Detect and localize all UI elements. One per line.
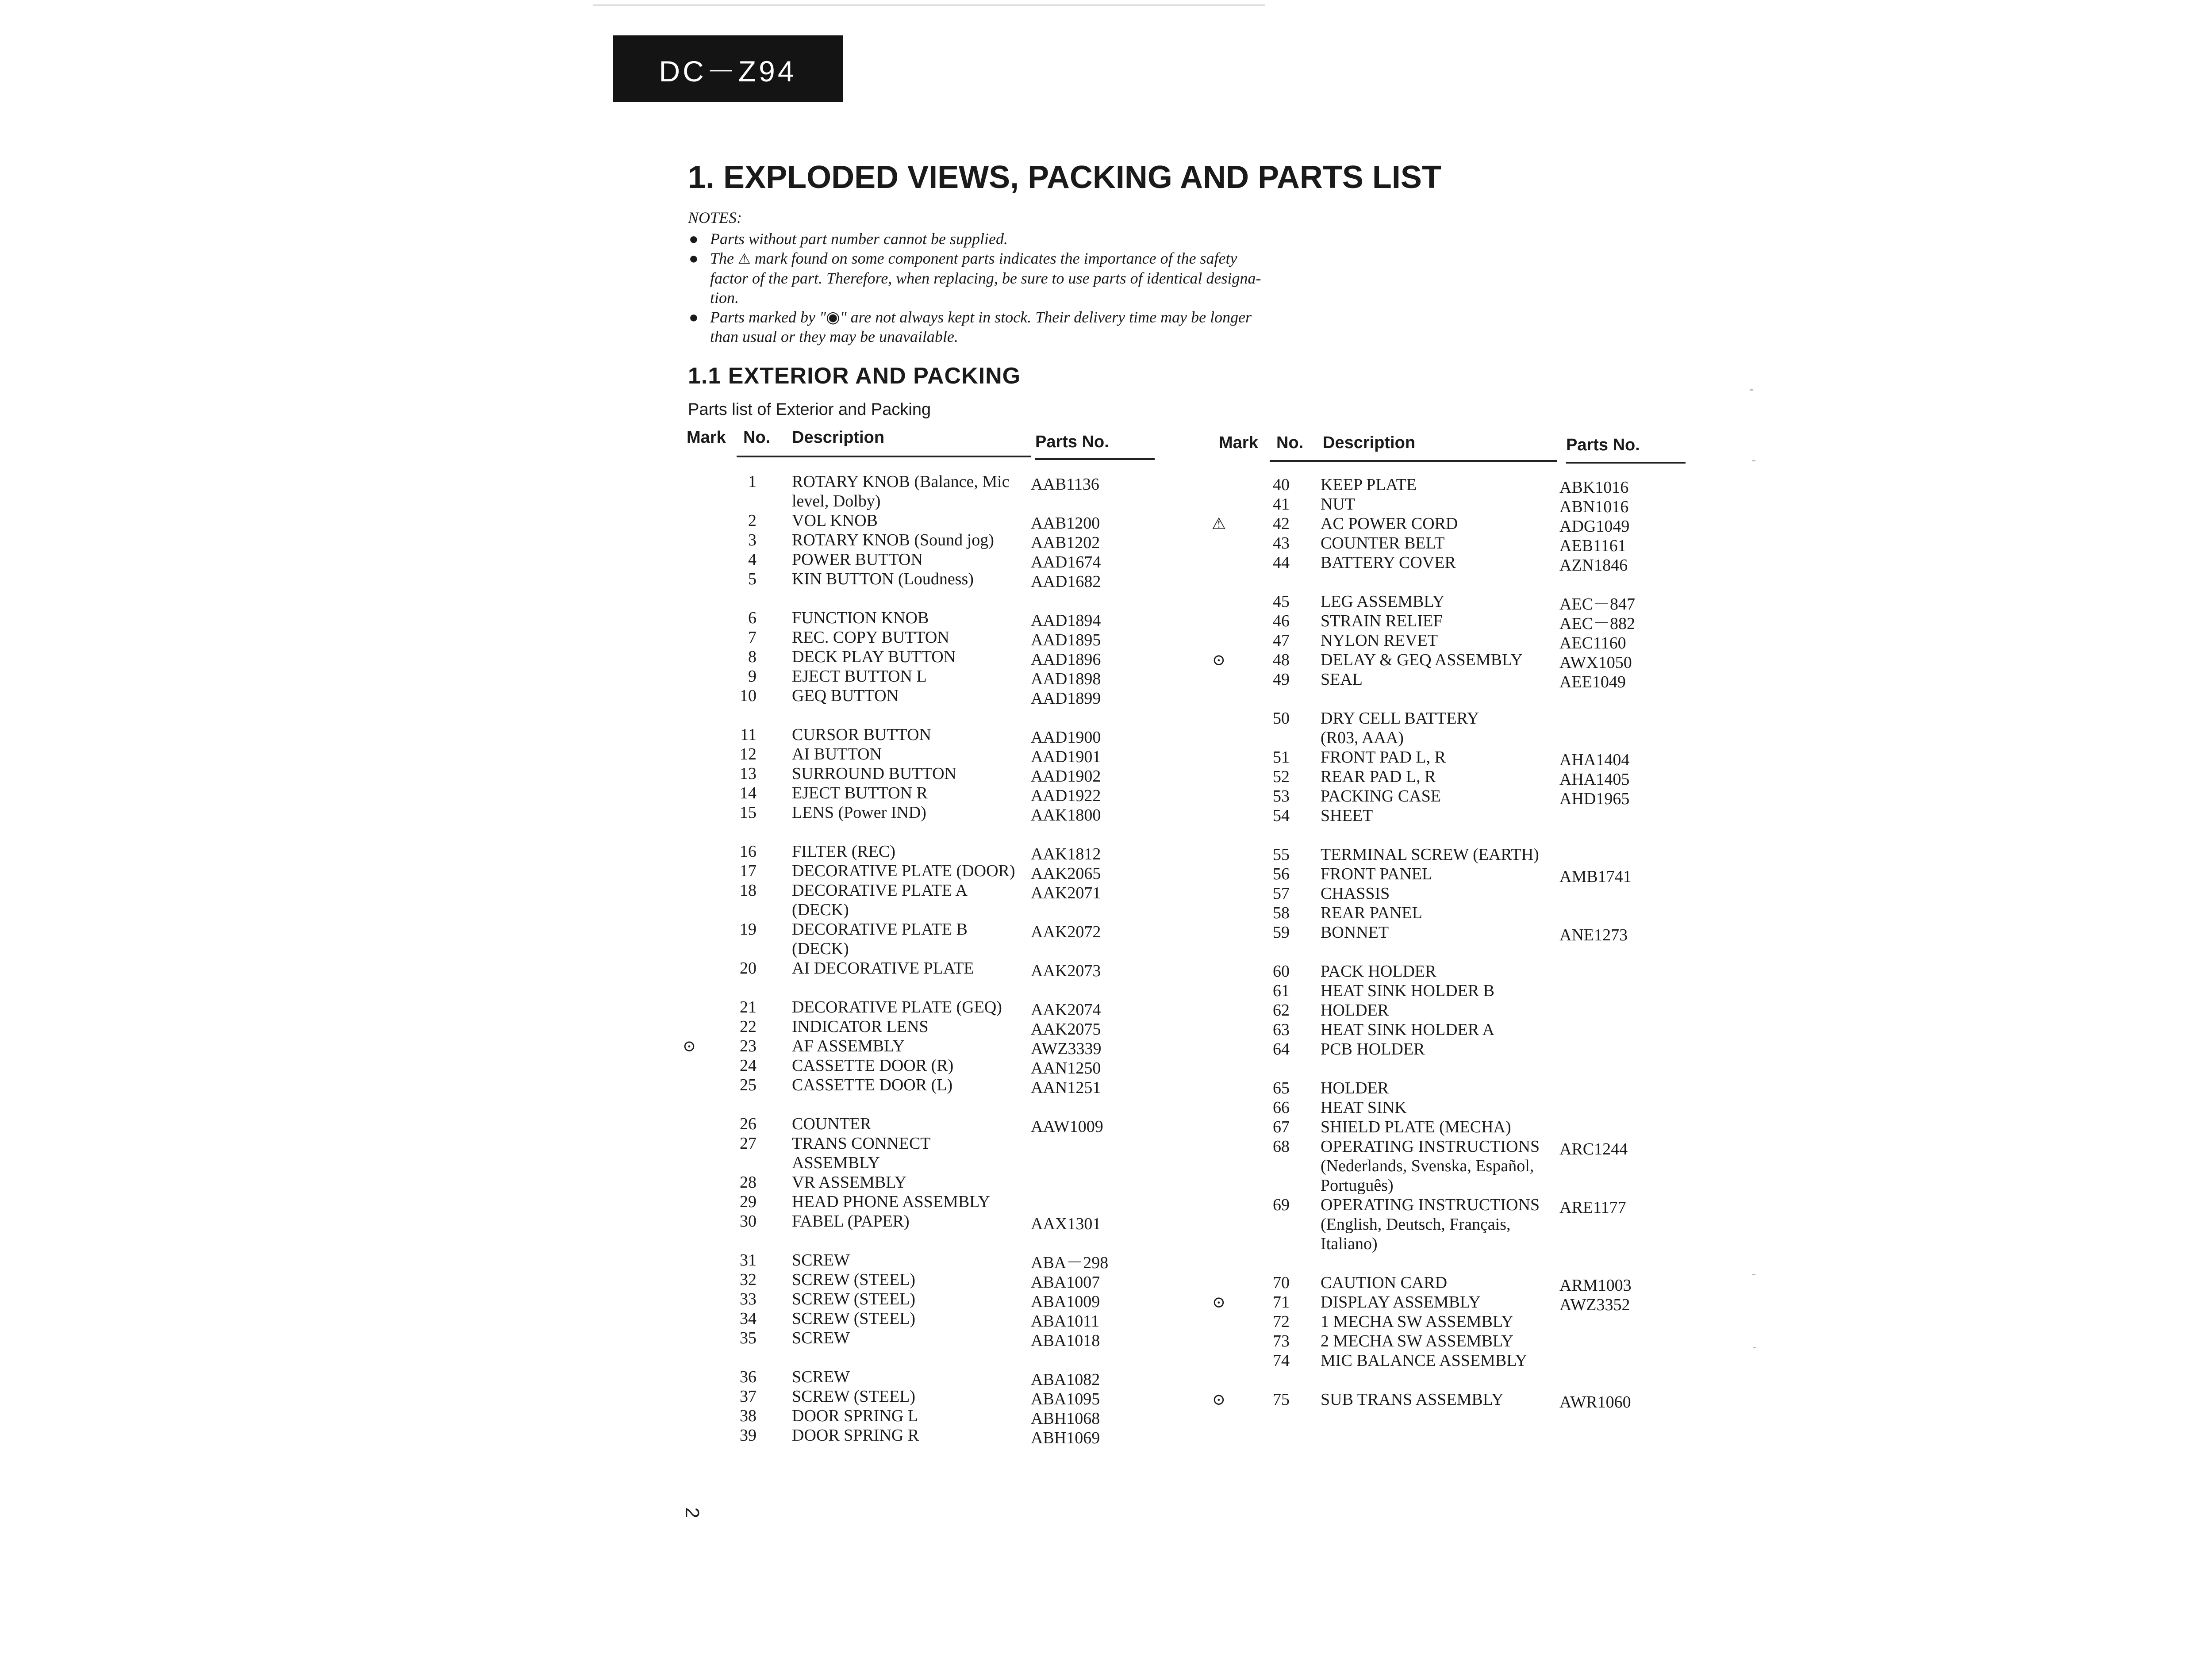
left-item-description: FILTER (REC) xyxy=(792,842,895,861)
right-item-number: 45 xyxy=(1273,592,1290,611)
right-item-description: COUNTER BELT xyxy=(1321,534,1445,552)
left-item-number: 37 xyxy=(740,1387,757,1406)
left-item-description: DOOR SPRING R xyxy=(792,1426,919,1445)
right-item-description: AC POWER CORD xyxy=(1321,514,1458,533)
left-item-description: ROTARY KNOB (Sound jog) xyxy=(792,531,994,549)
left-item-number: 9 xyxy=(748,667,757,686)
left-item-part-number: AAK2074 xyxy=(1031,1001,1101,1019)
left-item-description: HEAD PHONE ASSEMBLY xyxy=(792,1193,991,1211)
left-item-description: SCREW xyxy=(792,1329,850,1347)
left-item-part-number: AAK2075 xyxy=(1031,1020,1101,1039)
right-item-part-number: ANE1273 xyxy=(1559,926,1628,944)
note-line: Parts without part number cannot be supplied. xyxy=(710,230,1008,248)
left-item-number: 13 xyxy=(740,764,757,783)
left-item-description: POWER BUTTON xyxy=(792,550,923,569)
left-item-number: 32 xyxy=(740,1270,757,1289)
page-number: 2 xyxy=(681,1507,703,1519)
right-item-description: SUB TRANS ASSEMBLY xyxy=(1321,1390,1504,1409)
left-item-number: 5 xyxy=(748,570,757,588)
right-item-part-number: AEB1161 xyxy=(1559,537,1626,555)
left-item-number: 29 xyxy=(740,1193,757,1211)
bullet-icon: ● xyxy=(689,249,699,267)
notes-block xyxy=(688,208,1369,346)
right-item-description: OPERATING INSTRUCTIONS xyxy=(1321,1196,1540,1214)
left-item-part-number: ABH1069 xyxy=(1031,1429,1100,1447)
left-item-description: FUNCTION KNOB xyxy=(792,609,929,627)
right-item-number: 53 xyxy=(1273,787,1290,805)
left-item-number: 23 xyxy=(740,1037,757,1055)
left-item-number: 33 xyxy=(740,1290,757,1308)
right-item-part-number: ADG1049 xyxy=(1559,517,1630,536)
right-item-number: 72 xyxy=(1273,1312,1290,1331)
left-item-description: TRANS CONNECT xyxy=(792,1134,931,1153)
left-item-number: 16 xyxy=(740,842,757,861)
right-header-no: No. xyxy=(1276,433,1304,452)
left-item-description: SCREW (STEEL) xyxy=(792,1309,916,1328)
left-item-part-number: AAK1800 xyxy=(1031,806,1101,824)
left-item-description: SCREW xyxy=(792,1251,850,1269)
right-item-description: HOLDER xyxy=(1321,1001,1389,1020)
right-item-description: 2 MECHA SW ASSEMBLY xyxy=(1321,1332,1513,1350)
page-title: 1. EXPLODED VIEWS, PACKING AND PARTS LIST xyxy=(688,160,1441,195)
right-item-number: 68 xyxy=(1273,1137,1290,1156)
right-item-part-number: ARE1177 xyxy=(1559,1198,1626,1217)
right-item-description: HOLDER xyxy=(1321,1079,1389,1097)
right-item-description: PACK HOLDER xyxy=(1321,962,1436,981)
right-item-number: 65 xyxy=(1273,1079,1290,1097)
right-item-number: 62 xyxy=(1273,1001,1290,1020)
right-item-number: 69 xyxy=(1273,1196,1290,1214)
left-header-no: No. xyxy=(743,428,771,447)
right-item-number: 63 xyxy=(1273,1020,1290,1039)
right-item-part-number: AEC1160 xyxy=(1559,634,1626,652)
right-item-description: DISPLAY ASSEMBLY xyxy=(1321,1293,1481,1312)
left-item-number: 20 xyxy=(740,959,757,978)
left-header-parts-no: Parts No. xyxy=(1035,433,1109,451)
left-item-number: 14 xyxy=(740,784,757,802)
right-item-number: 67 xyxy=(1273,1118,1290,1136)
right-item-description: LEG ASSEMBLY xyxy=(1321,592,1445,611)
left-item-part-number: ABA1095 xyxy=(1031,1390,1100,1408)
right-item-description: CAUTION CARD xyxy=(1321,1273,1448,1292)
right-item-description: Português) xyxy=(1321,1176,1394,1195)
stock-mark-icon: ⊙ xyxy=(1212,1391,1226,1408)
stock-mark-icon: ⊙ xyxy=(1212,651,1226,669)
left-item-number: 8 xyxy=(748,648,757,666)
right-item-number: 54 xyxy=(1273,806,1290,825)
right-item-number: 66 xyxy=(1273,1098,1290,1117)
notes-label: NOTES: xyxy=(688,209,742,226)
section-subtitle: Parts list of Exterior and Packing xyxy=(688,400,931,419)
left-item-number: 6 xyxy=(748,609,757,627)
right-header-parts-no: Parts No. xyxy=(1566,436,1640,454)
model-badge: DC－Z94 xyxy=(613,35,843,102)
left-item-part-number: ABA1082 xyxy=(1031,1370,1100,1389)
right-item-description: SEAL xyxy=(1321,670,1363,689)
right-item-number: 44 xyxy=(1273,553,1290,572)
left-item-part-number: AAK2073 xyxy=(1031,962,1101,980)
left-item-description: CASSETTE DOOR (L) xyxy=(792,1076,953,1094)
right-item-number: 60 xyxy=(1273,962,1290,981)
left-item-number: 19 xyxy=(740,920,757,939)
left-item-number: 26 xyxy=(740,1115,757,1133)
left-item-description: (DECK) xyxy=(792,901,849,919)
left-item-description: SCREW (STEEL) xyxy=(792,1387,916,1406)
right-item-number: 61 xyxy=(1273,982,1290,1000)
right-item-number: 74 xyxy=(1273,1351,1290,1370)
scan-speck xyxy=(1750,389,1753,391)
left-item-description: DECORATIVE PLATE (DOOR) xyxy=(792,862,1015,880)
right-item-description: NUT xyxy=(1321,495,1356,514)
left-item-number: 27 xyxy=(740,1134,757,1153)
right-item-number: 42 xyxy=(1273,514,1290,533)
right-header-rule-desc xyxy=(1270,460,1557,462)
right-item-description: SHIELD PLATE (MECHA) xyxy=(1321,1118,1511,1136)
left-item-description: KIN BUTTON (Loudness) xyxy=(792,570,974,588)
note-line: Parts marked by "◉" are not always kept in stock. Their delivery time may be longer xyxy=(710,308,1252,326)
left-item-number: 30 xyxy=(740,1212,757,1231)
right-item-description: BATTERY COVER xyxy=(1321,553,1456,572)
right-item-description: REAR PANEL xyxy=(1321,904,1422,922)
right-item-number: 50 xyxy=(1273,709,1290,728)
left-header-description: Description xyxy=(792,428,885,447)
left-item-number: 28 xyxy=(740,1173,757,1192)
left-item-description: GEQ BUTTON xyxy=(792,686,899,705)
right-item-number: 41 xyxy=(1273,495,1290,514)
right-item-description: 1 MECHA SW ASSEMBLY xyxy=(1321,1312,1513,1331)
left-header-rule-desc xyxy=(737,456,1031,457)
left-item-number: 22 xyxy=(740,1017,757,1036)
left-item-part-number: AAD1900 xyxy=(1031,728,1101,747)
right-item-part-number: AHA1405 xyxy=(1559,770,1630,789)
stock-mark-icon: ⊙ xyxy=(1212,1293,1226,1311)
left-item-description: FABEL (PAPER) xyxy=(792,1212,910,1231)
left-item-number: 18 xyxy=(740,881,757,900)
left-item-number: 2 xyxy=(748,511,757,530)
right-item-part-number: ARC1244 xyxy=(1559,1140,1628,1158)
right-item-part-number: ABN1016 xyxy=(1559,498,1629,516)
right-item-description: KEEP PLATE xyxy=(1321,476,1417,494)
left-item-part-number: AAN1250 xyxy=(1031,1059,1101,1078)
left-item-description: DECORATIVE PLATE B xyxy=(792,920,968,939)
right-item-description: HEAT SINK xyxy=(1321,1098,1407,1117)
note-item xyxy=(688,229,1369,249)
left-item-number: 17 xyxy=(740,862,757,880)
left-item-part-number: AAN1251 xyxy=(1031,1078,1101,1097)
left-item-part-number: AAD1682 xyxy=(1031,572,1101,591)
right-item-description: REAR PAD L, R xyxy=(1321,767,1436,786)
right-item-number: 70 xyxy=(1273,1273,1290,1292)
left-item-description: SCREW (STEEL) xyxy=(792,1270,916,1289)
scan-speck xyxy=(1753,1347,1756,1348)
left-item-description: ROTARY KNOB (Balance, Mic xyxy=(792,472,1010,491)
bullet-icon: ● xyxy=(689,230,699,248)
left-item-part-number: AAB1202 xyxy=(1031,533,1100,552)
left-item-part-number: AAW1009 xyxy=(1031,1117,1103,1136)
right-item-description: SHEET xyxy=(1321,806,1373,825)
left-item-number: 31 xyxy=(740,1251,757,1269)
left-item-number: 25 xyxy=(740,1076,757,1094)
left-item-part-number: AAB1200 xyxy=(1031,514,1100,533)
note-line: than usual or they may be unavailable. xyxy=(710,328,958,345)
left-item-part-number: AAK1812 xyxy=(1031,845,1101,863)
left-item-number: 39 xyxy=(740,1426,757,1445)
left-item-number: 21 xyxy=(740,998,757,1016)
left-item-number: 4 xyxy=(748,550,757,569)
left-item-number: 12 xyxy=(740,745,757,763)
right-item-description: DELAY & GEQ ASSEMBLY xyxy=(1321,651,1523,669)
right-item-number: 73 xyxy=(1273,1332,1290,1350)
right-item-part-number: AHD1965 xyxy=(1559,790,1630,808)
right-item-number: 56 xyxy=(1273,865,1290,883)
left-item-description: CASSETTE DOOR (R) xyxy=(792,1056,954,1075)
left-item-description: level, Dolby) xyxy=(792,492,881,510)
note-line: tion. xyxy=(710,289,739,307)
note-line: factor of the part. Therefore, when replacing, be sure to use parts of identical designa- xyxy=(710,269,1261,287)
left-item-description: REC. COPY BUTTON xyxy=(792,628,949,647)
left-item-part-number: AAD1899 xyxy=(1031,689,1101,708)
right-item-number: 71 xyxy=(1273,1293,1290,1312)
left-item-number: 7 xyxy=(748,628,757,647)
right-item-number: 48 xyxy=(1273,651,1290,669)
left-item-part-number: AAD1901 xyxy=(1031,748,1101,766)
left-item-part-number: AAD1902 xyxy=(1031,767,1101,786)
right-item-part-number: AWR1060 xyxy=(1559,1393,1631,1411)
left-item-number: 10 xyxy=(740,686,757,705)
right-item-part-number: AEC－847 xyxy=(1559,595,1636,614)
right-item-number: 43 xyxy=(1273,534,1290,552)
left-item-part-number: ABA1011 xyxy=(1031,1312,1099,1331)
left-item-number: 34 xyxy=(740,1309,757,1328)
left-item-part-number: AAK2072 xyxy=(1031,923,1101,941)
left-item-part-number: AAK2065 xyxy=(1031,864,1101,883)
right-item-number: 75 xyxy=(1273,1390,1290,1409)
left-item-description: DOOR SPRING L xyxy=(792,1407,918,1425)
right-item-part-number: AEC－882 xyxy=(1559,614,1636,633)
left-item-description: DECK PLAY BUTTON xyxy=(792,648,956,666)
left-item-part-number: AAD1674 xyxy=(1031,553,1101,571)
left-item-description: EJECT BUTTON R xyxy=(792,784,928,802)
left-item-part-number: AAD1896 xyxy=(1031,650,1101,669)
right-item-description: OPERATING INSTRUCTIONS xyxy=(1321,1137,1540,1156)
right-item-part-number: ABK1016 xyxy=(1559,478,1629,497)
right-item-number: 47 xyxy=(1273,631,1290,650)
right-header-description: Description xyxy=(1323,433,1416,452)
section-title: 1.1 EXTERIOR AND PACKING xyxy=(688,363,1021,389)
safety-warning-icon: ⚠ xyxy=(738,251,751,267)
left-item-description: CURSOR BUTTON xyxy=(792,725,931,744)
left-item-description: VOL KNOB xyxy=(792,511,878,530)
left-item-description: AI BUTTON xyxy=(792,745,882,763)
left-item-description: VR ASSEMBLY xyxy=(792,1173,907,1192)
left-item-part-number: ABA1007 xyxy=(1031,1273,1100,1292)
left-item-part-number: ABA－298 xyxy=(1031,1254,1109,1272)
right-item-description: HEAT SINK HOLDER B xyxy=(1321,982,1495,1000)
stock-mark-icon: ⊙ xyxy=(682,1037,696,1055)
left-item-description: LENS (Power IND) xyxy=(792,803,926,822)
right-item-part-number: AZN1846 xyxy=(1559,556,1628,575)
left-item-part-number: AAK2071 xyxy=(1031,884,1101,902)
right-item-description: NYLON REVET xyxy=(1321,631,1438,650)
right-item-description: PCB HOLDER xyxy=(1321,1040,1425,1058)
note-item xyxy=(688,249,1369,307)
bullet-icon: ● xyxy=(689,308,699,326)
note-line: The ⚠ mark found on some component parts indicates the importance of the safety xyxy=(710,249,1237,267)
right-item-description: TERMINAL SCREW (EARTH) xyxy=(1321,845,1539,864)
left-item-description: DECORATIVE PLATE A xyxy=(792,881,968,900)
left-item-description: DECORATIVE PLATE (GEQ) xyxy=(792,998,1002,1016)
left-item-description: COUNTER xyxy=(792,1115,872,1133)
right-item-number: 58 xyxy=(1273,904,1290,922)
right-header-mark: Mark xyxy=(1219,433,1258,452)
left-item-description: (DECK) xyxy=(792,940,849,958)
left-item-number: 36 xyxy=(740,1368,757,1386)
left-item-description: AI DECORATIVE PLATE xyxy=(792,959,974,978)
left-item-part-number: AAB1136 xyxy=(1031,475,1099,494)
note-item xyxy=(688,307,1369,346)
left-item-number: 3 xyxy=(748,531,757,549)
left-item-number: 35 xyxy=(740,1329,757,1347)
right-item-description: FRONT PAD L, R xyxy=(1321,748,1446,767)
scan-speck xyxy=(1752,460,1755,461)
left-item-part-number: ABH1068 xyxy=(1031,1409,1100,1428)
safety-warning-icon: ⚠ xyxy=(1211,515,1226,533)
scan-edge-line xyxy=(593,4,1265,6)
right-item-part-number: AWZ3352 xyxy=(1559,1296,1630,1314)
left-item-description: INDICATOR LENS xyxy=(792,1017,929,1036)
right-header-rule-parts xyxy=(1566,462,1686,464)
left-item-number: 15 xyxy=(740,803,757,822)
right-item-description: CHASSIS xyxy=(1321,884,1390,903)
left-item-number: 1 xyxy=(748,472,757,491)
right-item-description: BONNET xyxy=(1321,923,1389,942)
right-item-description: Italiano) xyxy=(1321,1235,1378,1253)
right-item-number: 57 xyxy=(1273,884,1290,903)
left-header-rule-parts xyxy=(1035,458,1155,460)
right-item-description: MIC BALANCE ASSEMBLY xyxy=(1321,1351,1528,1370)
right-item-part-number: AWX1050 xyxy=(1559,653,1632,672)
left-item-part-number: AWZ3339 xyxy=(1031,1039,1102,1058)
right-item-description: (English, Deutsch, Français, xyxy=(1321,1215,1511,1234)
left-item-part-number: AAX1301 xyxy=(1031,1215,1101,1233)
right-item-number: 52 xyxy=(1273,767,1290,786)
right-item-part-number: ARM1003 xyxy=(1559,1276,1632,1295)
right-item-number: 40 xyxy=(1273,476,1290,494)
right-item-number: 46 xyxy=(1273,612,1290,630)
right-item-part-number: AEE1049 xyxy=(1559,673,1626,691)
right-item-description: (R03, AAA) xyxy=(1321,729,1404,747)
left-item-description: SURROUND BUTTON xyxy=(792,764,956,783)
scan-speck xyxy=(1752,1274,1755,1275)
right-item-description: FRONT PANEL xyxy=(1321,865,1432,883)
right-item-number: 51 xyxy=(1273,748,1290,767)
left-item-part-number: AAD1898 xyxy=(1031,670,1101,688)
left-item-part-number: AAD1895 xyxy=(1031,631,1101,649)
right-item-number: 59 xyxy=(1273,923,1290,942)
left-item-part-number: AAD1922 xyxy=(1031,786,1101,805)
left-item-part-number: AAD1894 xyxy=(1031,611,1101,630)
right-item-description: PACKING CASE xyxy=(1321,787,1441,805)
left-item-number: 38 xyxy=(740,1407,757,1425)
left-item-description: ASSEMBLY xyxy=(792,1154,880,1172)
right-item-number: 64 xyxy=(1273,1040,1290,1058)
left-item-part-number: ABA1009 xyxy=(1031,1292,1100,1311)
right-item-description: STRAIN RELIEF xyxy=(1321,612,1443,630)
left-header-mark: Mark xyxy=(687,428,726,447)
left-item-part-number: ABA1018 xyxy=(1031,1331,1100,1350)
left-item-description: AF ASSEMBLY xyxy=(792,1037,905,1055)
right-item-part-number: AMB1741 xyxy=(1559,867,1632,886)
right-item-number: 49 xyxy=(1273,670,1290,689)
left-item-description: SCREW xyxy=(792,1368,850,1386)
left-item-number: 24 xyxy=(740,1056,757,1075)
right-item-number: 55 xyxy=(1273,845,1290,864)
left-item-description: SCREW (STEEL) xyxy=(792,1290,916,1308)
right-item-description: HEAT SINK HOLDER A xyxy=(1321,1020,1495,1039)
left-item-number: 11 xyxy=(740,725,757,744)
right-item-part-number: AHA1404 xyxy=(1559,751,1630,769)
right-item-description: DRY CELL BATTERY xyxy=(1321,709,1479,728)
right-item-description: (Nederlands, Svenska, Español, xyxy=(1321,1157,1534,1175)
left-item-description: EJECT BUTTON L xyxy=(792,667,927,686)
